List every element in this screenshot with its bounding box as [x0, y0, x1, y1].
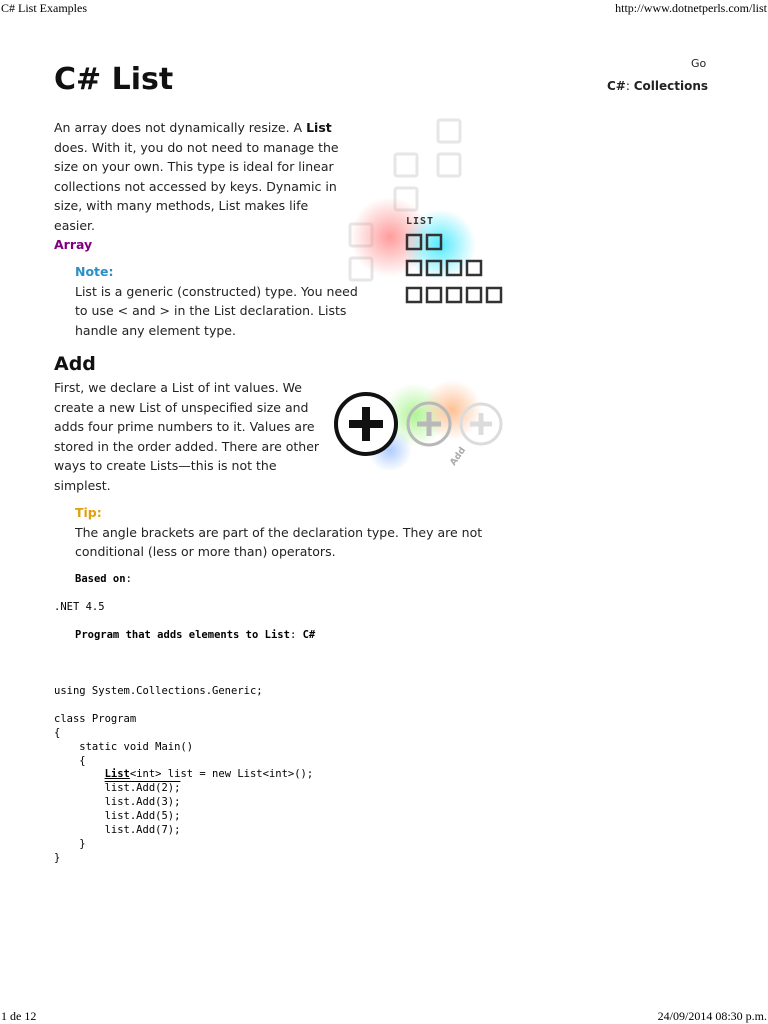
side-link-lang: C#: [607, 79, 626, 93]
code-line-rest: <int> list = new List<int>();: [129, 768, 314, 781]
code-line: class Program: [54, 712, 137, 725]
add-illustration: [330, 380, 510, 470]
list-illustration: [345, 112, 510, 312]
page-counter: 1 de 12: [1, 1009, 37, 1023]
code-line-indent: [54, 768, 105, 780]
intro-paragraph: [54, 118, 344, 235]
tip-text: The angle brackets are part of the declaration type. They are not conditional (less or more than) operators.: [75, 524, 483, 559]
note-text: List is a generic (constructed) type. You need to use < and > in the List declaration. Lists handle any element type.: [75, 283, 358, 338]
program-label-colon: :: [289, 629, 303, 641]
code-line-add-call: list.Add(2);: [104, 782, 181, 795]
code-line: static void Main(): [54, 740, 194, 753]
page-title: C# List: [54, 62, 174, 97]
code-line-indent: [54, 782, 105, 794]
code-line: list.Add(3);: [54, 796, 181, 809]
note-block: [75, 262, 360, 340]
tip-block: [75, 503, 515, 562]
code-block: [54, 685, 313, 866]
intro-text-2: does. With it, you do not need to manage the size on your own. This type is ideal for linear collections not accessed by keys. Dynamic in size, with many methods, List makes life easier.: [54, 139, 339, 233]
code-line: }: [54, 851, 61, 864]
print-timestamp: 24/09/2014 08:30 p.m.: [657, 1009, 767, 1023]
intro-bold: List: [306, 120, 332, 135]
tip-label: Tip:: [75, 505, 102, 520]
code-line: {: [54, 754, 86, 767]
code-line: list.Add(5);: [54, 810, 181, 823]
list-type-keyword[interactable]: List: [104, 768, 130, 781]
print-header-title: C# List Examples: [1, 1, 87, 15]
code-line: list.Add(7);: [54, 824, 181, 837]
side-link-separator: :: [625, 79, 634, 93]
collections-link[interactable]: [607, 79, 708, 93]
based-on-colon: :: [125, 573, 132, 585]
based-on-label: [75, 573, 132, 585]
program-label-text: Program that adds elements to List: [75, 629, 290, 641]
code-line: }: [54, 837, 86, 850]
add-illustration-label: Add: [448, 445, 469, 468]
note-label: Note:: [75, 264, 114, 279]
program-label-lang: C#: [302, 629, 316, 641]
go-link[interactable]: Go: [691, 57, 707, 70]
add-paragraph: First, we declare a List of int values. We create a new List of unspecified size and adds four prime numbers to it. Values are stored in the order added. There are other ways to create Lists—this is not the simplest.: [54, 380, 320, 493]
program-label: [75, 629, 315, 641]
add-heading: Add: [54, 353, 96, 375]
array-link[interactable]: Array: [54, 237, 93, 252]
list-illustration-label: LIST: [406, 216, 435, 227]
print-header-url: http://www.dotnetperls.com/list: [615, 1, 767, 15]
based-on-value: .NET 4.5: [54, 601, 105, 613]
intro-text-1: An array does not dynamically resize. A: [54, 120, 307, 135]
based-on-text: Based on: [75, 573, 126, 585]
side-link-topic: Collections: [633, 79, 709, 93]
code-line: using System.Collections.Generic;: [54, 685, 263, 697]
code-line: {: [54, 726, 61, 739]
